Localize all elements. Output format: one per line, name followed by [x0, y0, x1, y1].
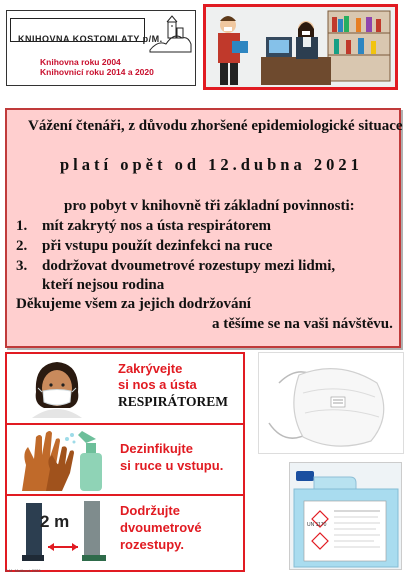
castle-icon — [148, 14, 192, 54]
rule-item: dodržovat dvoumetrové rozestupy mezi lidmi, — [42, 258, 336, 274]
mask-rule-line2: si nos a ústa — [118, 377, 197, 392]
rules-divider — [7, 494, 243, 496]
canister-un-label: UN 1170 — [307, 522, 327, 528]
distance-rule-line2: dvoumetrové — [120, 520, 202, 535]
mask-rule-line1: Zakrývejte — [118, 361, 183, 376]
distance-sign: 2 m — [40, 512, 70, 531]
distance-rule-line1: Dodržujte — [120, 503, 180, 518]
notice-effective-date: platí opět od 12.dubna 2021 — [60, 155, 363, 174]
notice-closing: a těšíme se na vaši návštěvu. — [212, 316, 393, 332]
librarians-illustration — [206, 7, 395, 87]
disinfectant-canister-photo — [289, 462, 402, 570]
hand-sanitizer-icon — [12, 425, 116, 493]
illustration-credit: © M. Mašková 2020 — [5, 568, 41, 573]
notice-intro: pro pobyt v knihovně tři základní povinnosti: — [64, 198, 355, 214]
hands-rule-line1: Dezinfikujte — [120, 441, 193, 456]
rule-item: mít zakrytý nos a ústa respirátorem — [42, 218, 271, 234]
rule-number: 2. — [16, 238, 28, 254]
rule-number: 3. — [16, 258, 28, 274]
rule-item: při vstupu použít dezinfekci na ruce — [42, 238, 273, 254]
logo-award-2004: Knihovna roku 2004 — [40, 57, 121, 67]
respirator-icon — [259, 353, 405, 455]
notice-greeting: Vážení čtenáři, z důvodu zhoršené epidemiologické situace — [28, 118, 403, 134]
rule-item-continuation: kteří nejsou rodina — [42, 277, 165, 293]
mask-rule-line3: RESPIRÁTOREM — [118, 394, 229, 409]
logo-title: KNIHOVNA KOSTOMLATY p/M. — [18, 34, 163, 44]
logo-award-librarian: Knihovnicí roku 2014 a 2020 — [40, 67, 154, 77]
notice-thanks: Děkujeme všem za jejich dodržování — [16, 296, 251, 312]
distance-rule-line3: rozestupy. — [120, 537, 185, 552]
hands-rule-line2: si ruce u vstupu. — [120, 458, 224, 473]
library-illustration — [203, 4, 398, 90]
respirator-photo — [258, 352, 404, 454]
face-mask-icon — [26, 358, 88, 420]
rule-number: 1. — [16, 218, 28, 234]
canister-icon — [290, 463, 402, 570]
